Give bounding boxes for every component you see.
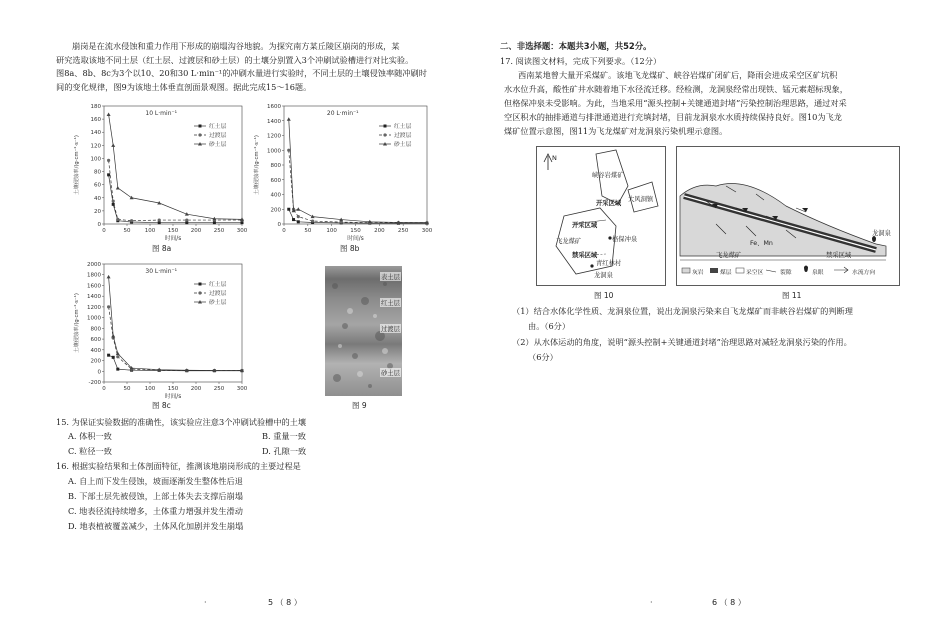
- chart-rate-label: 20 L·min⁻¹: [326, 110, 359, 117]
- data-point: [287, 149, 290, 152]
- y-tick-label: 180: [90, 104, 101, 110]
- data-point: [107, 173, 110, 176]
- q17-body-3: 但格保冲泉未受影响。为此，当地采用“源头控制+关键通道封堵”污染控制治理思路，通过对采: [504, 98, 847, 108]
- data-point: [112, 356, 115, 359]
- y-tick-label: 1000: [267, 148, 281, 155]
- x-tick-label: 300: [421, 228, 433, 234]
- y-tick-label: 0: [97, 369, 101, 376]
- y-tick-label: 1600: [87, 283, 101, 290]
- legend-label: 过渡层: [209, 133, 227, 139]
- y-tick-label: 60: [94, 182, 101, 189]
- q15-option-b[interactable]: B. 重量一致: [262, 431, 306, 441]
- q16-option-c[interactable]: C. 地表径流持续增多，土体重力增强并发生滑动: [68, 506, 243, 516]
- y-tick-label: 100: [90, 156, 101, 163]
- intro-line-4: 间的变化规律，图9为该地土体垂直剖面景观图。据此完成15～16题。: [56, 81, 312, 92]
- layer-label-sand: 砂土层: [381, 370, 400, 377]
- y-tick-label: 400: [270, 192, 281, 199]
- legend-marker: [199, 125, 202, 128]
- chart-rate-label: 10 L·min⁻¹: [145, 110, 178, 117]
- y-tick-label: 1200: [267, 133, 281, 140]
- legend-label: 红土层: [394, 124, 412, 130]
- x-tick-label: 50: [123, 386, 131, 392]
- q17-body-4: 空区积水的抽排通道与排泄通道进行充填封堵，目前龙洞泉水水质持续保持良好。图10为飞龙: [504, 112, 842, 122]
- x-tick-label: 0: [102, 228, 106, 234]
- left-column: [56, 40, 466, 94]
- x-tick-label: 0: [102, 386, 106, 392]
- legend-flow-direction: 水流方向: [852, 270, 876, 276]
- y-tick-label: 1200: [87, 304, 101, 311]
- x-tick-label: 300: [236, 228, 248, 234]
- q17-part2: （2）从水体运动的角度，说明“源头控制+关键通道封堵”治理思路对减轻龙洞泉污染的作用。: [512, 337, 852, 347]
- y-tick-label: -200: [88, 380, 101, 386]
- y-tick-label: 800: [270, 163, 281, 169]
- caption-fig9: 图 9: [352, 401, 367, 410]
- label-forbidden-fig11: 禁采区域: [826, 252, 852, 259]
- x-tick-label: 250: [397, 228, 409, 234]
- figure-10-map: [536, 146, 666, 286]
- data-point: [130, 219, 133, 222]
- label-longdong-spring-fig11: 龙洞泉: [872, 230, 891, 237]
- y-axis-label: 土壤侵蚀率/(g·cm⁻²·s⁻¹): [254, 135, 260, 195]
- x-tick-label: 100: [144, 228, 156, 234]
- x-tick-label: 250: [213, 386, 225, 392]
- y-tick-label: 0: [97, 222, 101, 228]
- caption-fig10: 图 10: [594, 291, 614, 300]
- x-tick-label: 150: [167, 386, 179, 392]
- label-feilong-mine-fig11: 飞龙煤矿: [716, 252, 742, 259]
- y-tick-label: 2000: [87, 262, 101, 268]
- data-point: [292, 218, 295, 221]
- y-tick-label: 400: [90, 347, 101, 354]
- legend-label: 砂土层: [209, 300, 227, 306]
- layer-label-transition: 过渡层: [381, 326, 400, 333]
- y-tick-label: 140: [90, 130, 101, 137]
- label-gebao-spring: 格保冲泉: [612, 236, 638, 243]
- chart-8b: [250, 98, 435, 248]
- label-forbidden-area: 禁采区域: [572, 252, 598, 259]
- page-dot-right: ·: [650, 598, 653, 607]
- caption-8a: 图 8a: [152, 244, 172, 253]
- north-arrow-label: N: [552, 154, 557, 162]
- x-tick-label: 50: [304, 228, 312, 234]
- q15-option-d[interactable]: D. 孔隙一致: [262, 446, 307, 456]
- label-qinghong-village: 青红林村: [596, 260, 622, 267]
- q16-option-d[interactable]: D. 地表植被覆盖减少，土体风化加剧并发生崩塌: [68, 521, 244, 531]
- legend-marker: [199, 283, 202, 286]
- legend-label: 过渡层: [209, 291, 227, 297]
- legend-marker: [198, 291, 201, 294]
- legend-label: 过渡层: [394, 133, 412, 139]
- intro-line-1: 崩岗是在流水侵蚀和重力作用下形成的崩塌沟谷地貌。为探究南方某丘陵区崩岗的形成，某: [72, 41, 400, 51]
- data-point: [287, 208, 290, 211]
- data-point: [158, 218, 161, 221]
- y-tick-label: 1000: [87, 315, 101, 322]
- caption-fig11: 图 11: [782, 291, 802, 300]
- q15-stem: 15. 为保证实验数据的准确性，该实验应注意3个冲刷试验槽中的土壤: [56, 417, 307, 427]
- data-point: [112, 199, 115, 202]
- q15-option-a[interactable]: A. 体积一致: [68, 431, 112, 441]
- x-tick-label: 0: [282, 228, 286, 234]
- legend-marker: [198, 133, 201, 136]
- y-axis-label: 土壤侵蚀率/(g·cm⁻²·s⁻¹): [74, 293, 80, 353]
- label-mining-area-2: 开采区域: [572, 222, 598, 229]
- data-point: [116, 218, 119, 221]
- x-tick-label: 150: [350, 228, 361, 234]
- legend-label: 砂土层: [394, 142, 412, 148]
- intro-line-3: 图8a、8b、8c为3个以10、20和30 L·min⁻¹的冲刷水量进行实验时，不同土层的土壤侵蚀率随冲刷时: [56, 68, 427, 78]
- x-tick-label: 200: [374, 228, 385, 234]
- y-tick-label: 0: [277, 222, 281, 228]
- y-tick-label: 20: [94, 208, 101, 215]
- q16-option-b[interactable]: B. 下部土层先被侵蚀，上部土体失去支撑后崩塌: [68, 491, 243, 501]
- q17-part1: （1）结合水体化学性质、龙洞泉位置，说出龙洞泉污染来自飞龙煤矿而非峡谷岩煤矿的判断理: [512, 306, 853, 316]
- q17-body-5: 煤矿位置示意图，图11为飞龙煤矿对龙洞泉污染机理示意图。: [504, 126, 728, 136]
- label-longdong-spring: 龙洞泉: [594, 272, 613, 279]
- section-heading: 二、非选择题：本题共3小题，共52分。: [500, 41, 652, 51]
- legend-label: 红土层: [209, 124, 227, 130]
- y-tick-label: 80: [94, 169, 101, 176]
- x-tick-label: 300: [236, 386, 248, 392]
- x-axis-label: 时间/s: [347, 236, 364, 242]
- x-axis-label: 时间/s: [164, 236, 182, 242]
- y-tick-label: 200: [90, 358, 101, 365]
- q17-body-2: 水水位升高，酸性矿井水随着地下水径流迁移。经检测，龙洞泉经常出现铁、锰元素超标现象，: [504, 84, 848, 94]
- layer-label-red: 红土层: [381, 300, 400, 307]
- x-tick-label: 250: [213, 228, 225, 234]
- data-point: [107, 354, 110, 357]
- y-axis-label: 土壤侵蚀率/(g·cm⁻²·s⁻¹): [74, 135, 80, 195]
- q17-title: 17. 阅读图文材料，完成下列要求。（12分）: [500, 56, 662, 66]
- label-mining-area-1: 开采区域: [596, 200, 622, 207]
- label-dafeng-town: 大风洞镇: [628, 196, 654, 203]
- legend-marker: [384, 125, 387, 128]
- y-tick-label: 600: [90, 337, 101, 344]
- label-feilong-mine: 飞龙煤矿: [556, 238, 582, 245]
- caption-8b: 图 8b: [340, 244, 360, 253]
- legend-marker: [383, 133, 386, 136]
- q17-body-1: 西南某地曾大量开采煤矿。该地飞龙煤矿、峡谷岩煤矿闭矿后，降雨会进成采空区矿坑积: [518, 70, 838, 80]
- legend-label: 红土层: [209, 282, 227, 288]
- x-tick-label: 100: [144, 386, 156, 392]
- data-point: [311, 219, 314, 222]
- chart-rate-label: 30 L·min⁻¹: [145, 268, 178, 275]
- q17-part1-cont: 由。（6分）: [528, 321, 571, 331]
- q17-part2-cont: （6分）: [528, 352, 558, 362]
- legend-goaf: 采空区: [746, 270, 764, 276]
- q16-option-a[interactable]: A. 自上而下发生侵蚀，坡面逐渐发生整体性后退: [68, 476, 243, 486]
- legend-coal-seam: 煤层: [720, 270, 732, 276]
- data-point: [116, 368, 119, 371]
- y-tick-label: 160: [90, 117, 101, 124]
- layer-label-topsoil: 表土层: [381, 274, 400, 281]
- intro-line-2: 研究选取该地不同土层（红土层、过渡层和砂土层）的土壤分别置入3个冲刷试验槽进行对比实验。: [56, 54, 414, 65]
- y-tick-label: 40: [94, 195, 101, 202]
- page-number-right: 6 （ 8 ）: [712, 598, 746, 607]
- y-tick-label: 1800: [87, 272, 101, 279]
- y-tick-label: 1400: [267, 118, 281, 125]
- caption-8c: 图 8c: [152, 401, 171, 410]
- chart-8c: [70, 256, 250, 406]
- y-tick-label: 120: [90, 143, 101, 150]
- x-tick-label: 100: [326, 228, 337, 234]
- y-tick-label: 800: [90, 326, 101, 333]
- figure-11-diagram: [676, 146, 900, 286]
- data-point: [297, 220, 300, 223]
- legend-fissure: 裂隙: [780, 270, 792, 276]
- y-tick-label: 1600: [267, 104, 281, 110]
- x-tick-label: 200: [190, 386, 202, 392]
- legend-spring: 泉眼: [812, 270, 824, 276]
- y-tick-label: 200: [270, 207, 281, 214]
- page-dot-left: ·: [204, 598, 207, 607]
- chart-8a: [70, 98, 250, 248]
- label-gorge-mine: 峡谷岩煤矿: [592, 172, 624, 179]
- x-tick-label: 150: [167, 228, 179, 234]
- legend-label: 砂土层: [209, 142, 227, 148]
- label-fe-mn: Fe、Mn: [750, 240, 773, 247]
- data-point: [297, 215, 300, 218]
- y-tick-label: 600: [270, 177, 281, 184]
- data-point: [185, 218, 188, 221]
- legend-limestone: 灰岩: [692, 270, 704, 276]
- data-point: [107, 159, 110, 162]
- data-point: [107, 305, 110, 308]
- y-tick-label: 1400: [87, 294, 101, 301]
- page-number-left: 5 （ 8 ）: [268, 598, 302, 607]
- x-tick-label: 200: [190, 228, 202, 234]
- x-axis-label: 时间/s: [164, 394, 182, 400]
- q15-option-c[interactable]: C. 粒径一致: [68, 446, 112, 456]
- data-point: [116, 355, 119, 358]
- x-tick-label: 50: [123, 228, 131, 234]
- q16-stem: 16. 根据实验结果和土体剖面特征，推测该地崩岗形成的主要过程是: [56, 461, 301, 471]
